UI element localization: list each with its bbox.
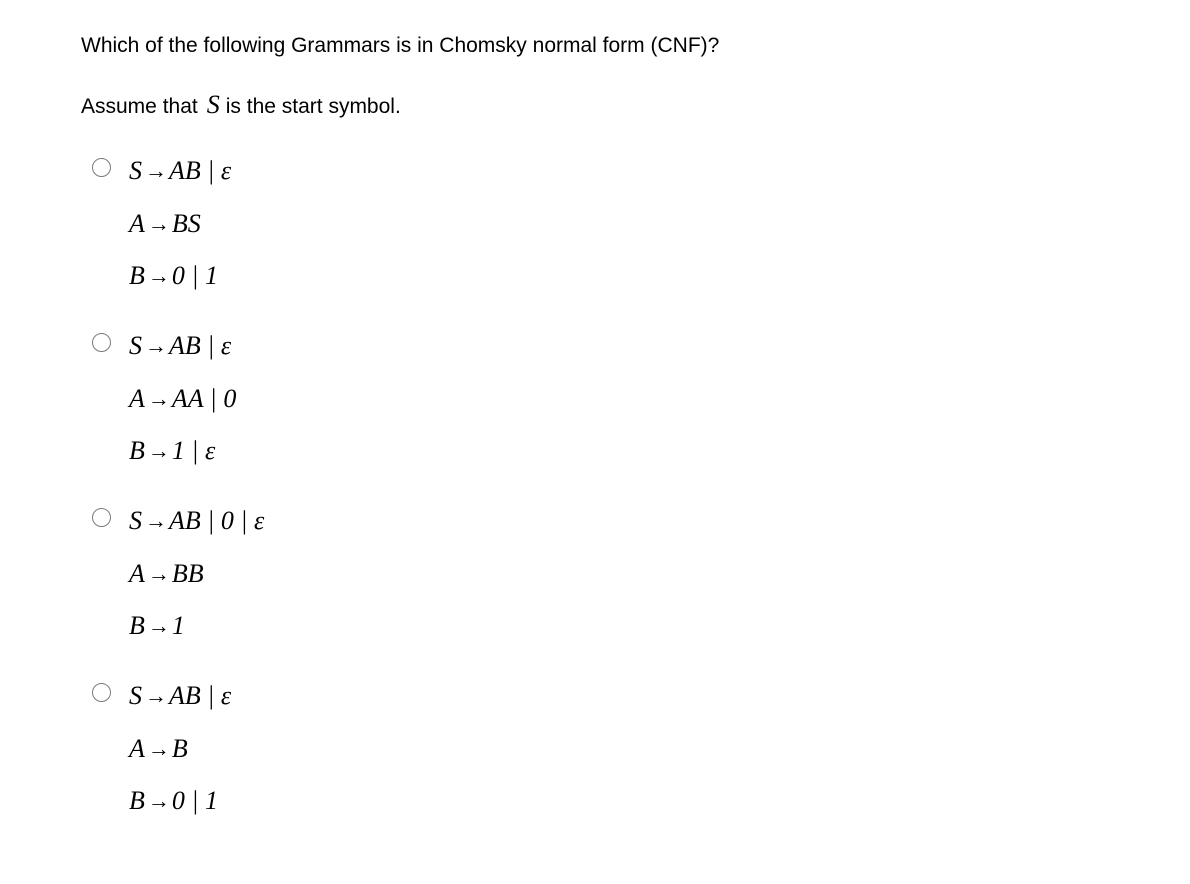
rule-lhs: B (129, 436, 145, 465)
rule-lhs: S (129, 156, 142, 185)
answer-option-1[interactable] (92, 156, 492, 316)
rule-rhs: B (171, 734, 188, 763)
rule-rhs: AB | 0 | ε (169, 506, 265, 535)
rule-rhs: AB | ε (169, 681, 232, 710)
grammar-rule (129, 436, 215, 467)
radio-button-option-1[interactable] (92, 158, 111, 177)
rule-rhs: BB (171, 559, 204, 588)
grammar-rule (129, 786, 218, 817)
rule-lhs: S (129, 681, 142, 710)
rule-arrow: → (147, 263, 170, 288)
rule-arrow: → (145, 683, 167, 708)
grammar-rule (129, 384, 236, 415)
radio-button-option-4[interactable] (92, 683, 111, 702)
rule-arrow: → (147, 211, 170, 236)
rule-rhs: AB | ε (169, 156, 232, 185)
rule-arrow: → (145, 508, 167, 533)
radio-button-option-2[interactable] (92, 333, 111, 352)
rule-rhs: AA | 0 (171, 384, 237, 413)
grammar-rule (129, 261, 218, 292)
rule-lhs: S (129, 331, 142, 360)
rule-arrow: → (147, 386, 170, 411)
grammar-rule (129, 506, 264, 537)
rule-rhs: AB | ε (169, 331, 232, 360)
rule-arrow: → (147, 736, 170, 761)
grammar-rule (129, 559, 204, 590)
rule-arrow: → (145, 158, 167, 183)
grammar-rule (129, 734, 188, 765)
rule-arrow: → (145, 333, 167, 358)
grammar-rule (129, 156, 231, 187)
start-symbol-instruction (81, 91, 401, 121)
answer-option-4[interactable] (92, 681, 492, 841)
rule-rhs: 1 (171, 611, 185, 640)
instruction-after: is the start symbol. (225, 95, 401, 118)
rule-arrow: → (147, 613, 170, 638)
rule-lhs: S (129, 506, 142, 535)
answer-option-2[interactable] (92, 331, 492, 491)
rule-lhs: A (129, 734, 145, 763)
radio-button-option-3[interactable] (92, 508, 111, 527)
rule-arrow: → (147, 788, 170, 813)
rule-arrow: → (147, 438, 170, 463)
rule-rhs: 0 | 1 (171, 786, 219, 815)
instruction-before: Assume that (81, 95, 198, 118)
grammar-rule (129, 681, 231, 712)
rule-lhs: A (129, 559, 145, 588)
grammar-rule (129, 331, 231, 362)
grammar-rule (129, 209, 201, 240)
rule-arrow: → (147, 561, 170, 586)
answer-option-3[interactable] (92, 506, 492, 666)
rule-rhs: 0 | 1 (171, 261, 219, 290)
rule-lhs: B (129, 261, 145, 290)
rule-lhs: B (129, 786, 145, 815)
start-symbol: S (206, 90, 220, 119)
grammar-rule (129, 611, 185, 642)
question-text: Which of the following Grammars is in Chomsky normal form (CNF)? (81, 34, 720, 57)
rule-lhs: A (129, 384, 145, 413)
rule-rhs: 1 | ε (171, 436, 216, 465)
rule-lhs: A (129, 209, 145, 238)
rule-lhs: B (129, 611, 145, 640)
rule-rhs: BS (171, 209, 201, 238)
